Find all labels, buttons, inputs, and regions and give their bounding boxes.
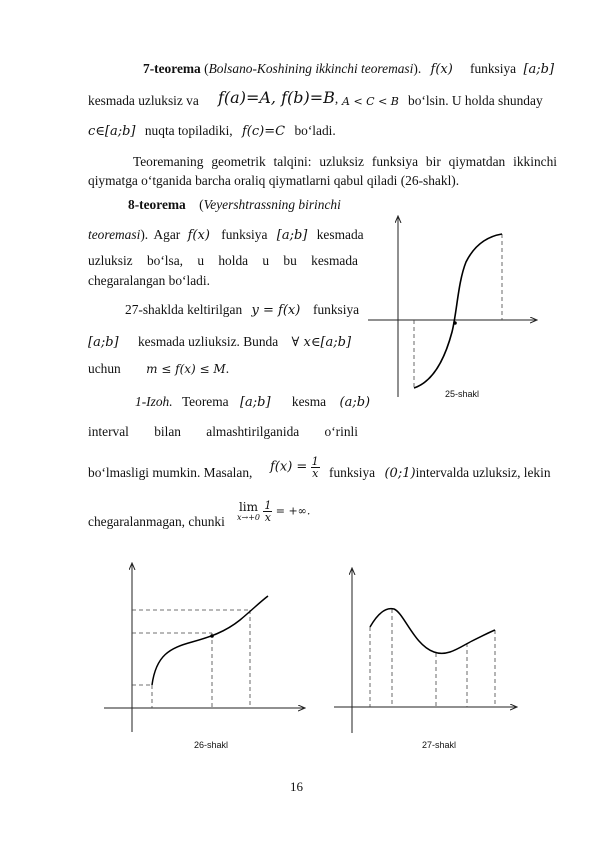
lim-frac-num: 1	[264, 499, 272, 512]
note-line3-mid	[329, 464, 551, 483]
lim-sub: x→+0	[237, 513, 261, 522]
math-y-fx: y = f(x)	[251, 303, 301, 318]
math-fx-eq: f(x) =	[270, 459, 308, 475]
frac-den: x	[312, 467, 319, 480]
lim-word: lim	[238, 500, 259, 514]
math-fraction	[311, 456, 320, 479]
w1: uzluksiz	[88, 253, 133, 268]
fig27-curve	[370, 609, 495, 654]
math-bounds: m ≤ f(x) ≤ M	[146, 362, 226, 376]
math-a-c-b: A < C < B	[342, 95, 399, 108]
text-kesmada-uzluksiz: kesmada uzluksiz va	[88, 93, 199, 108]
text-nuqta: nuqta topiladiki,	[144, 123, 233, 138]
math-ab-closed-4: [a;b]	[239, 395, 271, 410]
math-ab-closed-2: [a;b]	[276, 228, 308, 243]
theorem8-line5	[125, 301, 300, 320]
math-c-in: c∈[a;b]	[88, 124, 136, 139]
w7: kesmada	[311, 253, 358, 268]
theorem8-line1: 8-teorema (Veyershtrassning birinchi	[128, 197, 341, 212]
note-line1	[135, 393, 370, 412]
theorem8-line5-tail: funksiya	[313, 302, 360, 317]
theorem7-title: 7-teorema	[143, 61, 201, 76]
lim-tail: = +∞.	[275, 504, 311, 518]
math-fx-2: f(x)	[187, 228, 210, 243]
math-open01: (0;1)	[384, 466, 416, 481]
frac-num: 1	[311, 455, 319, 468]
text-funksiya-3: funksiya	[329, 465, 376, 480]
note-line2	[88, 423, 358, 441]
theorem8-title: 8-teorema	[128, 197, 186, 212]
w5: u	[262, 253, 270, 268]
w4: holda	[218, 253, 249, 268]
figure-27-caption: 27-shakl	[422, 740, 457, 750]
fig26-curve	[152, 596, 268, 685]
text-intervalda: intervalda uzluksiz, lekin	[415, 465, 551, 480]
math-frac-wrap	[270, 456, 320, 479]
theorem7-line2-tail	[408, 92, 543, 110]
theorem7-line1-tail	[470, 60, 554, 79]
theorem7-line2	[88, 92, 199, 110]
text-teorema: Teorema	[181, 394, 229, 409]
theorem7-line3	[88, 122, 336, 141]
math-ab-closed-3: [a;b]	[88, 335, 119, 350]
math-fx: f(x)	[430, 62, 453, 77]
note-line3	[88, 464, 252, 482]
text-kesmada-uzliuksiz: kesmada uzliuksiz. Bunda	[137, 334, 279, 349]
w6: bu	[283, 253, 297, 268]
theorem7-line1: 7-teorema (Bolsano-Koshining ikkinchi teoremasi). f(x)	[143, 61, 453, 77]
math-comma: ,	[334, 91, 339, 106]
w-interval: interval	[88, 424, 129, 439]
figure-26-graph	[100, 560, 310, 735]
math-fc: f(c)=C	[242, 124, 286, 139]
text-uchun: uchun	[88, 361, 121, 376]
text-funksiya-2: funksiya	[221, 227, 268, 242]
note-label: 1-Izoh.	[135, 394, 173, 409]
note-line4	[88, 513, 225, 531]
text-kesmada: kesmada	[316, 227, 364, 242]
text-bolmasligi: bo‘lmasligi mumkin. Masalan,	[88, 465, 253, 480]
text-kesma: kesma	[291, 394, 327, 409]
lim-frac-den: x	[264, 511, 271, 524]
theorem7-subtitle: Bolsano-Koshining ikkinchi teoremasi	[208, 61, 414, 76]
interpretation-line1: Teoremaning geometrik talqini: uzluksiz funksiya bir qiymatdan ikkinchi	[133, 154, 557, 169]
math-lim	[237, 501, 260, 522]
theorem8-line3	[88, 252, 358, 270]
theorem8-line7: uchun m ≤ f(x) ≤ M.	[88, 361, 230, 376]
figure-26-caption: 26-shakl	[194, 740, 229, 750]
fig26-point	[210, 634, 214, 638]
math-ab-open: (a;b)	[339, 395, 371, 410]
w-almash: almashtirilganida	[206, 424, 300, 439]
figure-25-graph	[362, 212, 542, 397]
figure-27-graph	[330, 565, 520, 737]
theorem8-line2: teoremasi). Agar f(x) funksiya [a;b] kesmada	[88, 227, 364, 243]
text-boladi: bo‘ladi.	[294, 123, 336, 138]
fig25-curve	[414, 234, 502, 388]
math-forall: ∀ x∈[a;b]	[291, 335, 352, 350]
w3: u	[197, 253, 205, 268]
text-bolsin: bo‘lsin. U holda shunday	[408, 93, 543, 108]
math-lim-wrap	[237, 500, 310, 523]
text-agar: Agar	[153, 227, 181, 242]
math-acb-wrap	[342, 92, 399, 111]
math-lim-fraction	[263, 500, 272, 523]
text-chegaralanmagan: chegaralanmagan, chunki	[88, 514, 225, 529]
fig25-point	[453, 321, 457, 325]
w-bilan: bilan	[154, 424, 181, 439]
theorem8-line6	[88, 333, 351, 352]
theorem8-subtitle: Veyershtrassning birinchi	[203, 197, 341, 212]
math-fa-fb-wrap	[218, 89, 338, 108]
interpretation-line2: qiymatga o‘tganida barcha oraliq qiymatlarni qabul qiladi (26-shakl).	[88, 173, 460, 188]
w2: bo‘lsa,	[146, 253, 184, 268]
figure-25-caption: 25-shakl	[445, 389, 480, 399]
w-orinli: o‘rinli	[324, 424, 358, 439]
text-funksiya: funksiya	[470, 61, 517, 76]
text-27-shaklda: 27-shaklda keltirilgan	[125, 302, 243, 317]
math-ab-closed: [a;b]	[523, 62, 555, 77]
theorem8-line4: chegaralangan bo‘ladi.	[88, 273, 210, 288]
math-fa-fb: f(a)=A, f(b)=B	[218, 88, 335, 107]
page-number: 16	[290, 779, 303, 794]
theorem8-subtitle2: teoremasi	[88, 227, 141, 242]
